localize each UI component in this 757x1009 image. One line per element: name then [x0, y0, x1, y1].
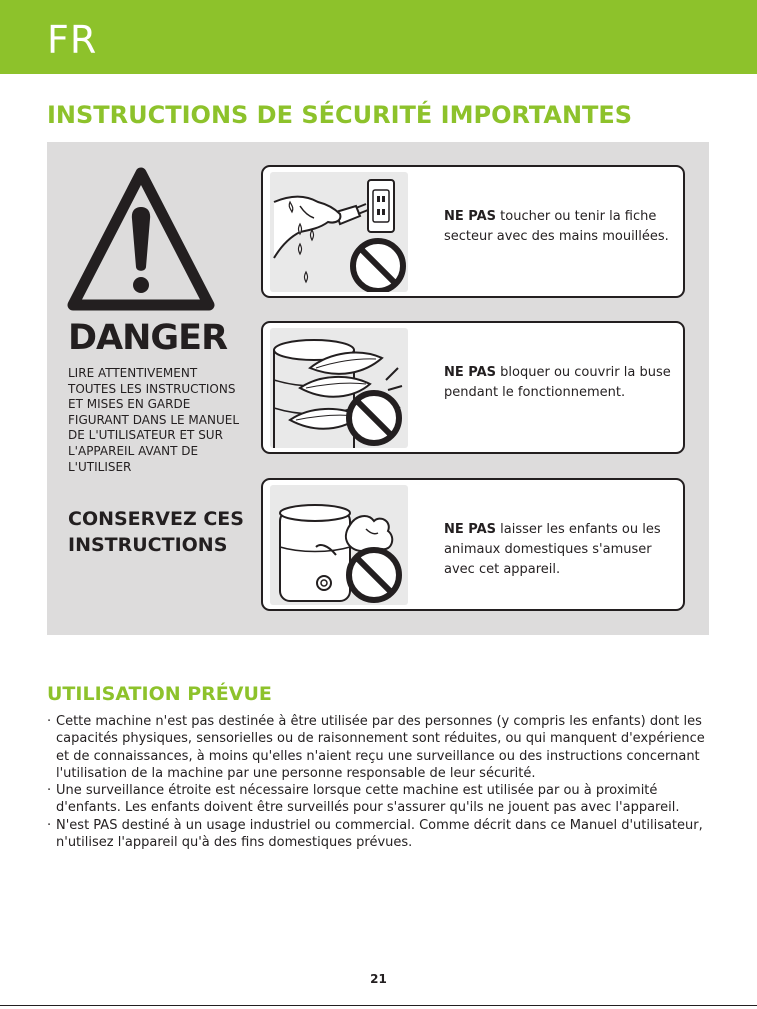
usage-section-title: UTILISATION PRÉVUE: [47, 683, 272, 705]
keep-instructions-text: CONSERVEZ CES INSTRUCTIONS: [68, 508, 244, 556]
list-item: · Cette machine n'est pas destinée à être utilisée par des personnes (y compris les enfants) dont les capacités physiques, sensorielles ou de raisonnement sont réduites, ou qui manquent d'expérience et de connaissances, à moins qu'elles n'aient reçu une surveillance ou des instructions concernant l'utilisation de la machine par une personne responsable de leur sécurité.: [47, 713, 707, 782]
warning-body: toucher ou tenir la fiche secteur avec des mains mouillées.: [444, 209, 669, 244]
page-number: 21: [370, 972, 387, 986]
danger-warning-icon: [67, 167, 215, 312]
wet-hand-plug-icon: [270, 172, 408, 292]
warning-body: bloquer ou couvrir la buse pendant le fonctionnement.: [444, 365, 671, 400]
list-item: · Une surveillance étroite est nécessaire lorsque cette machine est utilisée par ou à proximité d'enfants. Les enfants doivent être surveillés pour s'assurer qu'ils ne jouent pas avec l'appareil.: [47, 782, 707, 817]
warning-card-plug: [261, 165, 685, 298]
child-hand-humidifier-icon: [270, 485, 408, 605]
warning-prefix: NE PAS: [444, 365, 497, 380]
warning-body: laisser les enfants ou les animaux domestiques s'amuser avec cet appareil.: [444, 522, 661, 577]
danger-heading: DANGER: [68, 318, 228, 358]
warning-text-plug: [444, 207, 682, 247]
warning-text-nozzle: [444, 363, 682, 403]
safety-panel: [47, 142, 709, 635]
warning-card-nozzle: [261, 321, 685, 454]
usage-list: [47, 713, 707, 851]
warning-card-children: [261, 478, 685, 611]
language-code: FR: [47, 18, 98, 62]
warning-text-children: [444, 520, 682, 580]
bottom-divider: [0, 1005, 757, 1006]
list-item: · N'est PAS destiné à un usage industriel ou commercial. Comme décrit dans ce Manuel d'utilisateur, n'utilisez l'appareil qu'à des fins domestiques prévues.: [47, 817, 707, 852]
covered-nozzle-icon: [270, 328, 408, 448]
language-header-band: [0, 0, 757, 74]
danger-notice-text: LIRE ATTENTIVEMENT TOUTES LES INSTRUCTIONS ET MISES EN GARDE FIGURANT DANS LE MANUEL DE L'UTILISATEUR ET SUR L'APPAREIL AVANT DE L'UTILISER: [68, 366, 240, 474]
safety-section-title: INSTRUCTIONS DE SÉCURITÉ IMPORTANTES: [47, 101, 633, 129]
warning-prefix: NE PAS: [444, 209, 497, 224]
warning-prefix: NE PAS: [444, 522, 497, 537]
